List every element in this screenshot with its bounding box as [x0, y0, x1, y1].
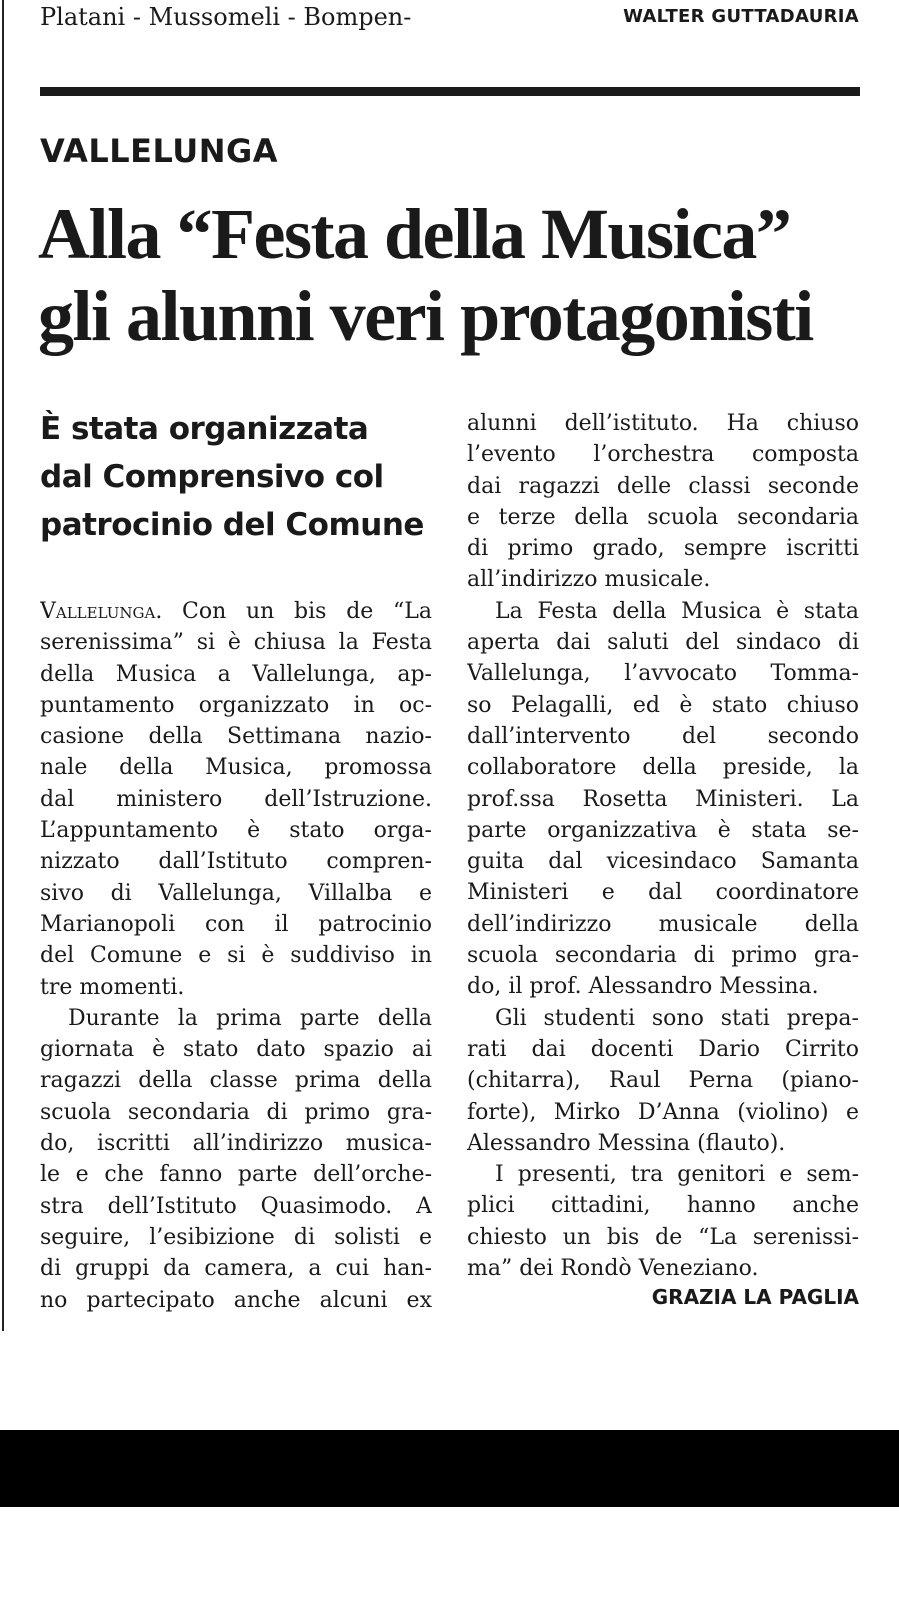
subhead-line: patrocinio del Comune: [40, 507, 424, 543]
body-line: rati dai docenti Dario Cirrito: [467, 1036, 859, 1062]
article-signature: GRAZIA LA PAGLIA: [651, 1285, 859, 1309]
body-line: del Comune e si è suddiviso in: [40, 943, 432, 969]
body-line: Marianopoli con il patrocinio: [40, 911, 432, 937]
left-column-rule: [2, 0, 4, 1331]
body-line: chiesto un bis de “La serenissi-: [467, 1224, 859, 1250]
body-line: della Musica a Vallelunga, ap-: [40, 661, 432, 687]
body-line: alunni dell’istituto. Ha chiuso: [467, 411, 859, 436]
body-line: prof.ssa Rosetta Ministeri. La: [467, 786, 859, 812]
body-line: sivo di Vallelunga, Villalba e: [40, 880, 432, 906]
body-line: Alessandro Messina (flauto).: [467, 1130, 786, 1156]
headline-line: gli alunni veri protagonisti: [38, 276, 813, 356]
body-line: di primo grado, sempre iscritti: [467, 536, 859, 562]
subhead-line: dal Comprensivo col: [40, 459, 384, 495]
body-line: do, iscritti all’indirizzo musica-: [40, 1131, 432, 1157]
body-line: dal ministero dell’Istruzione.: [40, 786, 432, 812]
body-line: (chitarra), Raul Perna (piano-: [467, 1068, 859, 1094]
previous-article-byline: WALTER GUTTADAURIA: [623, 6, 859, 27]
body-line: no partecipato anche alcuni ex: [40, 1287, 432, 1313]
subhead-line: È stata organizzata: [40, 411, 369, 447]
body-line: le e che fanno parte dell’orche-: [40, 1162, 432, 1188]
headline-line: Alla “Festa della Musica”: [38, 194, 791, 274]
section-divider: [40, 87, 860, 96]
body-line: parte organizzativa è stata se-: [467, 817, 859, 843]
body-line: stra dell’Istituto Quasimodo. A: [40, 1193, 432, 1219]
body-line: di gruppi da camera, a cui han-: [40, 1256, 432, 1282]
body-line: La Festa della Musica è stata: [495, 598, 859, 624]
body-line: ragazzi della classe prima della: [40, 1068, 432, 1094]
body-line: scuola secondaria di primo gra-: [40, 1099, 432, 1125]
previous-article-fragment: Platani - Mussomeli - Bompen-: [40, 3, 412, 31]
body-line: forte), Mirko D’Anna (violino) e: [467, 1099, 859, 1125]
body-line: ma” dei Rondò Veneziano.: [467, 1256, 759, 1282]
body-line: l’evento l’orchestra composta: [467, 442, 859, 468]
body-line: Gli studenti sono stati prepa-: [495, 1005, 859, 1031]
body-column-right: [467, 408, 859, 1284]
dateline: Vallelunga.: [40, 599, 163, 624]
body-line: Ministeri e dal coordinatore: [467, 880, 859, 906]
body-line: dell’indirizzo musicale della: [467, 911, 859, 937]
article-headline: [38, 193, 868, 357]
body-line: tre momenti.: [40, 974, 185, 1000]
body-line: L’appuntamento è stato orga-: [40, 818, 432, 844]
body-line: serenissima” si è chiusa la Festa: [40, 630, 432, 656]
body-line: Vallelunga, l’avvocato Tomma-: [467, 661, 859, 687]
body-line: seguire, l’esibizione di solisti e: [40, 1224, 432, 1250]
body-line: collaboratore della preside, la: [467, 755, 859, 781]
body-line: plici cittadini, hanno anche: [467, 1193, 859, 1219]
body-line: Durante la prima parte della: [68, 1005, 432, 1031]
body-line: scuola secondaria di primo gra-: [467, 943, 859, 969]
body-line: nale della Musica, promossa: [40, 755, 432, 781]
body-line: nizzato dall’Istituto compren-: [40, 849, 432, 875]
body-line: casione della Settimana nazio-: [40, 724, 432, 750]
article-subhead: [40, 405, 450, 549]
body-line: so Pelagalli, ed è stato chiuso: [467, 692, 859, 718]
body-column-left: [40, 596, 432, 1316]
body-line: I presenti, tra genitori e sem-: [495, 1162, 859, 1188]
black-band: [0, 1430, 899, 1507]
body-line: all’indirizzo musicale.: [467, 567, 711, 593]
body-line: dai ragazzi delle classi seconde: [467, 473, 859, 499]
body-line: guita dal vicesindaco Samanta: [467, 849, 859, 875]
body-line: Vallelunga. Con un bis de “La: [40, 599, 432, 624]
body-line: e terze della scuola secondaria: [467, 504, 859, 530]
article-kicker: VALLELUNGA: [40, 132, 279, 170]
body-line: aperta dai saluti del sindaco di: [467, 630, 859, 656]
body-line: dall’intervento del secondo: [467, 723, 859, 749]
body-line: do, il prof. Alessandro Messina.: [467, 974, 819, 1000]
body-line: puntamento organizzato in oc-: [40, 692, 432, 718]
body-line: giornata è stato dato spazio ai: [40, 1037, 432, 1063]
